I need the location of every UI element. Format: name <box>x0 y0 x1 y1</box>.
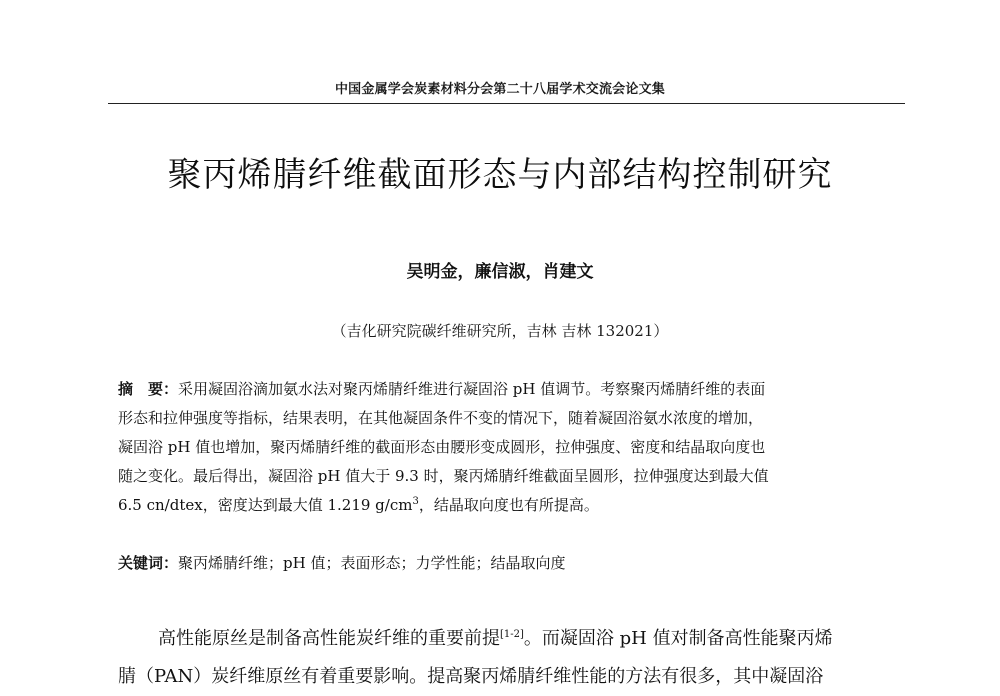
abstract-line: 凝固浴 pH 值也增加，聚丙烯腈纤维的截面形态由腰形变成圆形，拉伸强度、密度和结晶取向度也 <box>118 438 766 456</box>
body-line <box>118 620 898 658</box>
paper-title: 聚丙烯腈纤维截面形态与内部结构控制研究 <box>167 155 833 195</box>
citation-ref: [1-2] <box>500 629 524 640</box>
body-text-span: 。而凝固浴 pH 值对制备高性能聚丙烯 <box>523 628 833 649</box>
keywords-label: 关键词： <box>118 554 179 572</box>
authors: 吴明金，廉信淑，肖建文 <box>406 262 594 282</box>
keywords <box>118 549 878 578</box>
keywords-text: 聚丙烯腈纤维；pH 值；表面形态；力学性能；结晶取向度 <box>178 554 566 572</box>
abstract-text: 采用凝固浴滴加氨水法对聚丙烯腈纤维进行凝固浴 pH 值调节。考察聚丙烯腈纤维的表面 <box>178 380 766 398</box>
header-rule <box>108 103 905 104</box>
body-text-span: 高性能原丝是制备高性能炭纤维的重要前提 <box>158 628 500 649</box>
abstract-line: 形态和拉伸强度等指标，结果表明，在其他凝固条件不变的情况下，随着凝固浴氨水浓度的增加， <box>118 409 764 427</box>
abstract-line <box>118 375 878 404</box>
abstract-text: 6.5 cn/dtex，密度达到最大值 1.219 g/cm <box>118 496 413 514</box>
affiliation: （吉化研究院碳纤维研究所，吉林 吉林 132021） <box>331 322 669 340</box>
abstract-line <box>118 491 878 520</box>
abstract <box>118 375 878 520</box>
abstract-line: 随之变化。最后得出，凝固浴 pH 值大于 9.3 时，聚丙烯腈纤维截面呈圆形，拉伸强度达到最大值 <box>118 467 769 485</box>
body-line: 腈（PAN）炭纤维原丝有着重要影响。提高聚丙烯腈纤维性能的方法有很多，其中凝固浴 <box>118 666 824 687</box>
abstract-label: 摘 要： <box>118 380 179 398</box>
abstract-text: ，结晶取向度也有所提高。 <box>418 496 599 514</box>
body-text <box>118 620 898 696</box>
running-header: 中国金属学会炭素材料分会第二十八届学术交流会论文集 <box>334 82 665 97</box>
superscript: 3 <box>412 496 419 507</box>
